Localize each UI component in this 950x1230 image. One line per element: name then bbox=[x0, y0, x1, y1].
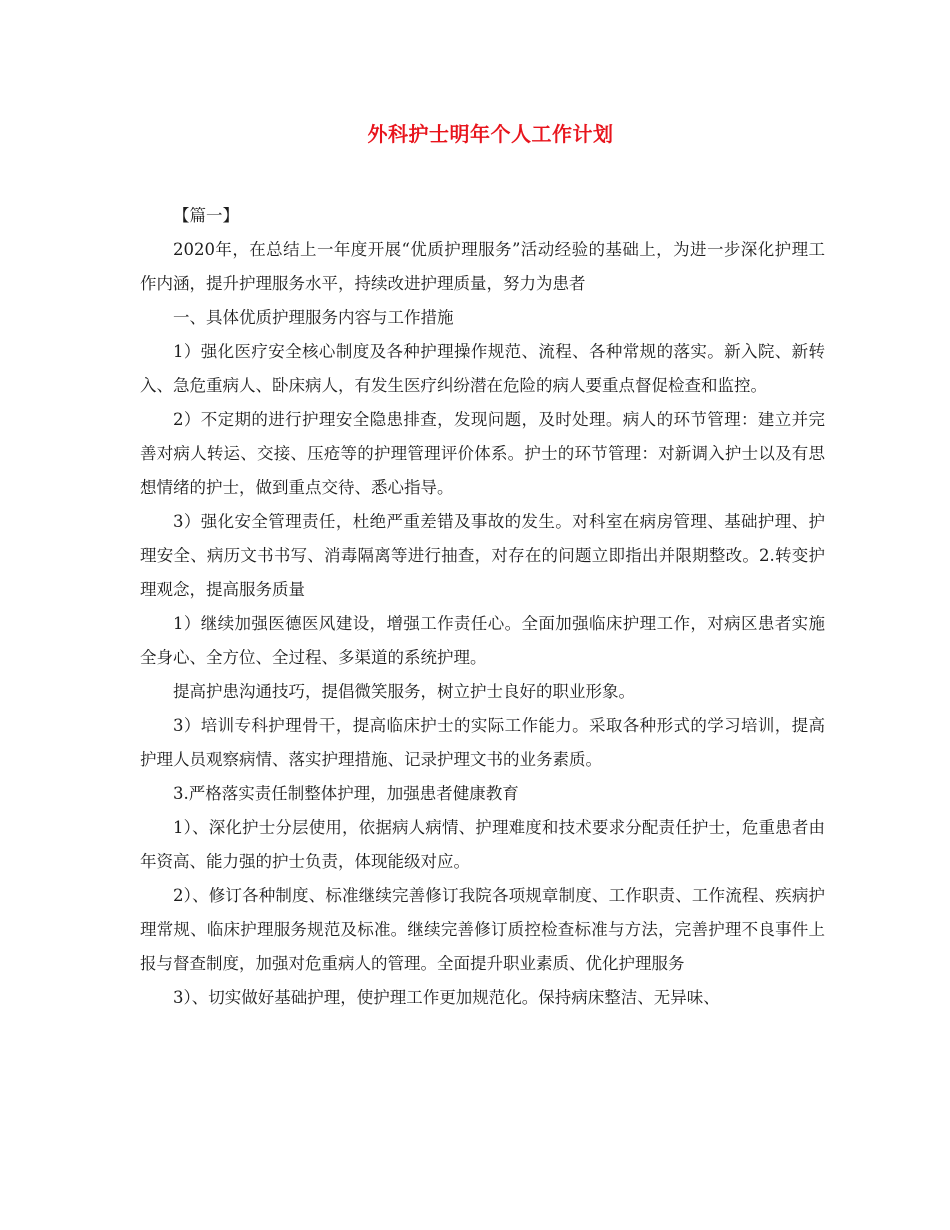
section-marker: 【篇一】 bbox=[173, 206, 239, 225]
document-title: 外科护士明年个人工作计划 bbox=[367, 122, 614, 146]
section-heading: 一、具体优质护理服务内容与工作措施 bbox=[173, 308, 454, 327]
intro-paragraph: 2020年，在总结上一年度开展“优质护理服务”活动经验的基础上，为进一步深化护理工作内涵，提升护理服务水平，持续改进护理质量，努力为患者 bbox=[140, 240, 825, 293]
paragraph: 1）强化医疗安全核心制度及各种护理操作规范、流程、各种常规的落实。新入院、新转入、急危重病人、卧床病人，有发生医疗纠纷潜在危险的病人要重点督促检查和监控。 bbox=[140, 342, 825, 395]
paragraph: 提高护患沟通技巧，提倡微笑服务，树立护士良好的职业形象。 bbox=[173, 682, 635, 701]
section-heading: 3.严格落实责任制整体护理，加强患者健康教育 bbox=[173, 784, 519, 803]
paragraph: 1）继续加强医德医风建设，增强工作责任心。全面加强临床护理工作，对病区患者实施全身心、全方位、全过程、多渠道的系统护理。 bbox=[140, 614, 825, 667]
paragraph: 2）不定期的进行护理安全隐患排查，发现问题，及时处理。病人的环节管理：建立并完善对病人转运、交接、压疮等的护理管理评价体系。护士的环节管理：对新调入护士以及有思想情绪的护士，做到重点交待、悉心指导。 bbox=[140, 410, 825, 497]
paragraph: 3）培训专科护理骨干，提高临床护士的实际工作能力。采取各种形式的学习培训，提高护理人员观察病情、落实护理措施、记录护理文书的业务素质。 bbox=[140, 716, 825, 769]
paragraph: 1）、深化护士分层使用，依据病人病情、护理难度和技术要求分配责任护士，危重患者由年资高、能力强的护士负责，体现能级对应。 bbox=[140, 818, 825, 871]
paragraph: 3）强化安全管理责任，杜绝严重差错及事故的发生。对科室在病房管理、基础护理、护理安全、病历文书书写、消毒隔离等进行抽查，对存在的问题立即指出并限期整改。2.转变护理观念，提高服务质量 bbox=[140, 512, 825, 599]
paragraph: 3）、切实做好基础护理，使护理工作更加规范化。保持病床整洁、无异味、 bbox=[173, 988, 720, 1007]
document-body bbox=[140, 199, 825, 1015]
paragraph: 2）、修订各种制度、标准继续完善修订我院各项规章制度、工作职责、工作流程、疾病护理常规、临床护理服务规范及标准。继续完善修订质控检查标准与方法，完善护理不良事件上报与督查制度，加强对危重病人的管理。全面提升职业素质、优化护理服务 bbox=[140, 886, 825, 973]
